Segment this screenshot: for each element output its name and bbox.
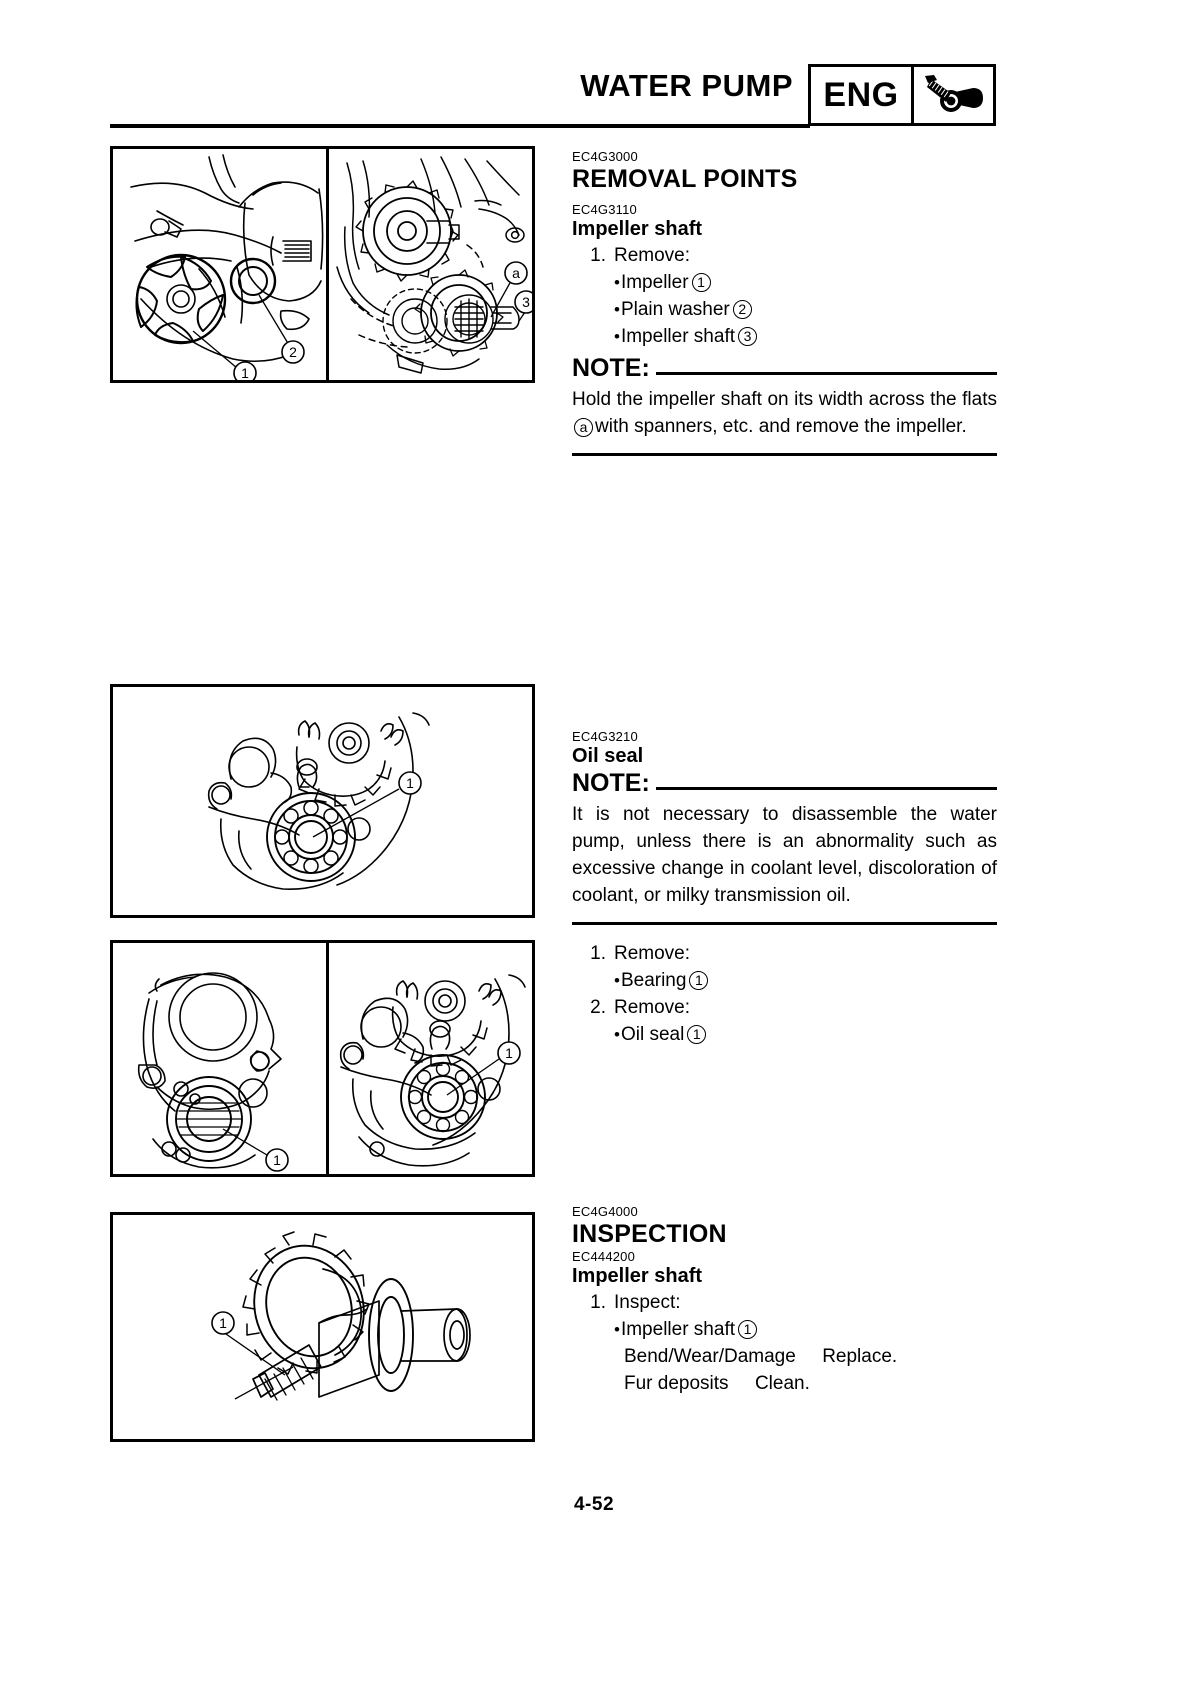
bullet-list xyxy=(572,968,997,995)
callout-1 xyxy=(234,362,256,380)
svg-text:3: 3 xyxy=(522,294,530,310)
bearing-panel xyxy=(113,687,532,915)
note-text: It is not necessary to disassemble the water pump, unless there is an abnormality such as excessive change in coolant level, discoloration of coolant, or milky transmission oil. xyxy=(572,804,997,907)
subsection-heading-oil-seal: Oil seal xyxy=(572,744,644,767)
note-text-part-2: with spanners, etc. and remove the impeller. xyxy=(595,415,967,437)
bullet-list xyxy=(572,1022,997,1049)
step-item xyxy=(572,243,997,351)
svg-text:1: 1 xyxy=(219,1315,227,1331)
step-number: 1. xyxy=(590,943,606,965)
bolt-connecting-rod-icon xyxy=(914,67,993,123)
removal-steps xyxy=(572,243,997,351)
callout-3 xyxy=(515,291,535,313)
step-number: 1. xyxy=(590,244,606,266)
step-number: 2. xyxy=(590,997,606,1018)
list-item xyxy=(614,324,997,351)
step-item xyxy=(572,995,997,1049)
section-heading-removal: REMOVAL POINTS xyxy=(572,164,798,193)
svg-text:1: 1 xyxy=(505,1045,513,1061)
section-badge xyxy=(808,64,996,126)
step-number: 1. xyxy=(590,1291,606,1313)
gear-panel xyxy=(329,149,535,380)
note-bottom-rule xyxy=(572,922,997,925)
callout-ref: 1 xyxy=(692,273,711,292)
section-heading-inspection: INSPECTION xyxy=(572,1219,727,1248)
impeller-panel xyxy=(113,149,326,380)
svg-text:1: 1 xyxy=(273,1152,281,1168)
note-text xyxy=(572,387,997,441)
bullet-text: Impeller shaft xyxy=(620,1318,735,1340)
callout-1 xyxy=(399,772,421,794)
bullet-text: Impeller shaft xyxy=(620,325,735,347)
step-label: Inspect: xyxy=(614,1291,681,1313)
list-item xyxy=(614,1317,997,1344)
header-divider xyxy=(110,124,810,128)
impeller-removal-figure xyxy=(110,146,535,383)
housing-left-panel xyxy=(113,943,326,1174)
impeller-shaft-panel xyxy=(113,1215,532,1439)
bullet-text: Plain washer xyxy=(620,298,730,320)
bullet-text: Impeller xyxy=(620,271,689,293)
inspection-block xyxy=(572,1205,997,1398)
condition-line: Bend/Wear/Damage Replace. xyxy=(624,1345,898,1367)
oil-seal-bearing-figure xyxy=(110,684,535,918)
step-label: Remove: xyxy=(614,943,691,965)
inspection-steps xyxy=(572,1290,997,1398)
subsection-heading-impeller-shaft-inspect: Impeller shaft xyxy=(572,1264,703,1287)
section-code-removal: EC4G3000 xyxy=(572,149,638,164)
note-heading xyxy=(572,355,997,381)
callout-2 xyxy=(282,341,304,363)
inspection-bullet-list xyxy=(572,1317,997,1344)
subsection-code-impeller-shaft: EC4G3110 xyxy=(572,201,637,217)
subsection-code-impeller-shaft-inspect: EC444200 xyxy=(572,1248,636,1264)
removal-bullet-list xyxy=(572,270,997,351)
bullet-text: Bearing xyxy=(620,970,687,992)
note-text-part-1: Hold the impeller shaft on its width across the flats xyxy=(572,389,997,410)
page-number: 4-52 xyxy=(573,1494,615,1515)
svg-text:1: 1 xyxy=(406,775,414,791)
step-item xyxy=(572,941,997,995)
note-label: NOTE: xyxy=(572,768,650,797)
oil-seal-block xyxy=(572,730,997,1049)
svg-text:a: a xyxy=(512,265,520,281)
list-item xyxy=(614,1022,997,1049)
section-code-inspection: EC4G4000 xyxy=(572,1204,638,1219)
step-item xyxy=(572,1290,997,1398)
page-header xyxy=(0,0,1188,140)
oil-seal-steps xyxy=(572,941,997,1049)
note-rule xyxy=(656,372,997,375)
housing-right-panel xyxy=(329,943,535,1174)
svg-text:1: 1 xyxy=(241,365,249,380)
callout-ref-a: a xyxy=(574,418,593,437)
badge-eng-label: ENG xyxy=(811,67,914,123)
svg-text:2: 2 xyxy=(289,344,297,360)
list-item xyxy=(614,270,997,297)
callout-ref: 1 xyxy=(687,1025,706,1044)
step-label: Remove: xyxy=(614,244,691,266)
list-item xyxy=(614,297,997,324)
page-title: WATER PUMP xyxy=(580,68,793,103)
note-impeller-shaft xyxy=(572,355,997,456)
note-rule xyxy=(656,787,997,790)
callout-ref: 3 xyxy=(738,327,757,346)
note-oil-seal xyxy=(572,770,997,925)
condition-line: Fur deposits Clean. xyxy=(624,1372,810,1394)
callout-a xyxy=(505,262,527,284)
callout-1 xyxy=(498,1042,520,1064)
callout-ref: 1 xyxy=(738,1320,757,1339)
note-heading xyxy=(572,770,997,796)
note-bottom-rule xyxy=(572,453,997,456)
note-label: NOTE: xyxy=(572,353,650,382)
step-label: Remove: xyxy=(614,997,691,1018)
bullet-text: Oil seal xyxy=(620,1023,685,1045)
callout-1 xyxy=(212,1312,234,1334)
subsection-heading-impeller-shaft: Impeller shaft xyxy=(572,217,703,240)
callout-ref: 2 xyxy=(733,300,752,319)
list-item xyxy=(614,968,997,995)
callout-ref: 1 xyxy=(689,971,708,990)
subsection-code-oil-seal: EC4G3210 xyxy=(572,729,638,744)
impeller-shaft-part-figure xyxy=(110,1212,535,1442)
removal-points-block xyxy=(572,150,997,456)
water-pump-housing-figure xyxy=(110,940,535,1177)
callout-1 xyxy=(266,1149,288,1171)
